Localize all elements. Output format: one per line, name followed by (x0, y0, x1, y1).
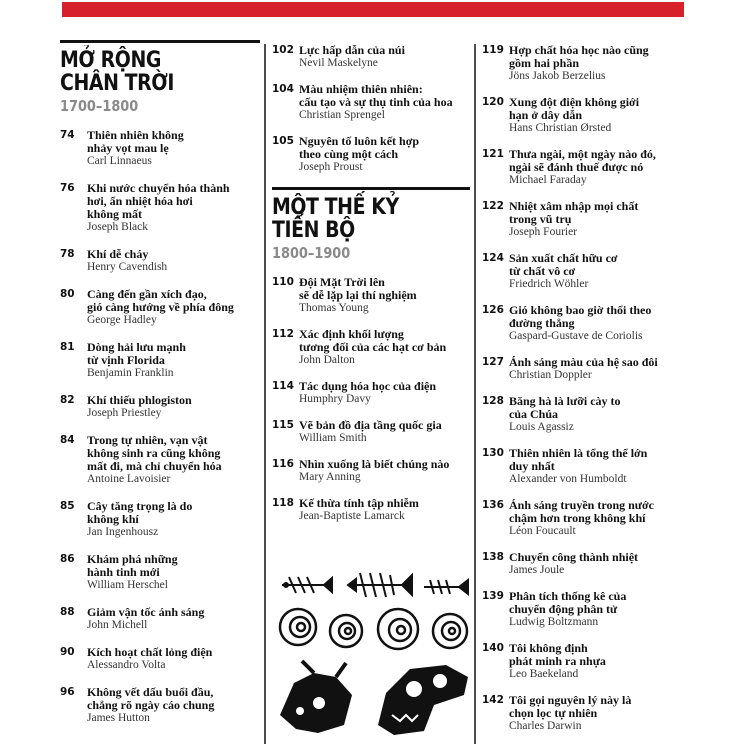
entry-title: Không vết dấu buổi đầu, chẳng rõ ngày cáo chung (87, 685, 215, 712)
entry-title: Sản xuất chất hữu cơ từ chất vô cơ (509, 251, 618, 278)
toc-entry[interactable] (482, 44, 692, 83)
toc-column-3 (482, 44, 692, 746)
entry-title: Ánh sáng truyền trong nước chậm hơn trong không khí (509, 498, 654, 525)
page-number: 124 (482, 252, 504, 264)
toc-entry[interactable] (482, 96, 692, 135)
fish-skeleton-icon (282, 577, 332, 593)
entry-title: Thiên nhiên không nhảy vọt mau lẹ (87, 128, 184, 155)
entry-author: Thomas Young (299, 302, 369, 314)
entry-author: Christian Sprengel (299, 109, 385, 121)
page-number: 140 (482, 642, 504, 654)
page-number: 104 (272, 83, 294, 95)
entry-author: Friedrich Wöhler (509, 278, 589, 290)
page-number: 122 (482, 200, 504, 212)
entry-title: Khám phá những hành tinh mới (87, 552, 178, 579)
toc-entry[interactable] (60, 606, 260, 632)
column-divider (474, 44, 476, 744)
entry-author: James Joule (509, 564, 565, 576)
toc-entry[interactable] (482, 642, 692, 681)
entry-author: Charles Darwin (509, 720, 582, 732)
toc-entry[interactable] (60, 129, 260, 168)
fossil-illustration (274, 565, 472, 750)
section-years: 1800–1900 (272, 244, 351, 262)
page-number: 127 (482, 356, 504, 368)
page-number: 130 (482, 447, 504, 459)
entry-title: Màu nhiệm thiên nhiên: cấu tạo và sự thụ tinh của hoa (299, 82, 453, 109)
entry-author: Joseph Black (87, 221, 149, 233)
page-number: 78 (60, 248, 75, 260)
entry-list (272, 44, 470, 174)
toc-entry[interactable] (272, 328, 470, 367)
page-number: 118 (272, 497, 294, 509)
toc-entry[interactable] (272, 276, 470, 315)
page-number: 139 (482, 590, 504, 602)
entry-title: Tác dụng hóa học của điện (299, 379, 437, 393)
page-number: 120 (482, 96, 504, 108)
ammonite-fossil-icon (378, 609, 418, 649)
entry-author: Léon Foucault (509, 525, 576, 537)
entry-author: Christian Doppler (509, 369, 592, 381)
entry-author: John Michell (87, 619, 148, 631)
toc-column-2 (272, 44, 470, 536)
page-number: 74 (60, 129, 75, 141)
entry-title: Xác định khối lượng tương đối của các hạt cơ bản (299, 327, 447, 354)
page-number: 80 (60, 288, 75, 300)
entry-title: Lực hấp dẫn của núi (299, 43, 405, 57)
section-title: MỘT THẾ KỶ TIẾN BỘ (272, 195, 399, 243)
toc-entry[interactable] (482, 148, 692, 187)
page-number: 76 (60, 182, 75, 194)
entry-author: Louis Agassiz (509, 421, 574, 433)
page-number: 115 (272, 419, 294, 431)
entry-author: Jöns Jakob Berzelius (509, 70, 606, 82)
page-number: 81 (60, 341, 75, 353)
entry-author: William Herschel (87, 579, 168, 591)
entry-list (482, 44, 692, 733)
entry-title: Nhìn xuống là biết chúng nào (299, 457, 450, 471)
toc-entry[interactable] (272, 497, 470, 523)
entry-author: Benjamin Franklin (87, 367, 174, 379)
toc-entry[interactable] (482, 252, 692, 291)
toc-entry[interactable] (482, 551, 692, 577)
entry-title: Giảm vận tốc ánh sáng (87, 605, 205, 619)
page-number: 105 (272, 135, 294, 147)
entry-author: Mary Anning (299, 471, 361, 483)
entry-list (60, 129, 260, 725)
page-number: 112 (272, 328, 294, 340)
entry-title: Xung đột điện không giới hạn ở dây dẫn (509, 95, 640, 122)
section-years: 1700–1800 (60, 97, 139, 115)
toc-entry[interactable] (482, 395, 692, 434)
ammonite-fossil-icon (330, 615, 362, 647)
entry-author: Alessandro Volta (87, 659, 166, 671)
entry-author: George Hadley (87, 314, 157, 326)
entry-title: Càng đến gần xích đạo, gió càng hướng về phía đông (87, 287, 234, 314)
page-number: 128 (482, 395, 504, 407)
page-number: 96 (60, 686, 75, 698)
entry-author: Humphry Davy (299, 393, 371, 405)
entry-title: Vẽ bản đồ địa tầng quốc gia (299, 418, 442, 432)
page-number: 142 (482, 694, 504, 706)
trex-skull-icon (378, 665, 468, 735)
entry-title: Nhiệt xâm nhập mọi chất trong vũ trụ (509, 199, 639, 226)
ammonite-fossil-icon (433, 614, 467, 648)
entry-author: Michael Faraday (509, 174, 587, 186)
entry-author: Gaspard-Gustave de Coriolis (509, 330, 643, 342)
entry-title: Hợp chất hóa học nào cũng gồm hai phần (509, 43, 649, 70)
entry-author: Alexander von Humboldt (509, 473, 627, 485)
entry-author: Carl Linnaeus (87, 155, 152, 167)
page-number: 102 (272, 44, 294, 56)
entry-title: Nguyên tố luôn kết hợp theo cùng một cách (299, 134, 420, 161)
entry-author: William Smith (299, 432, 367, 444)
entry-title: Dòng hải lưu mạnh từ vịnh Florida (87, 340, 186, 367)
entry-author: Ludwig Boltzmann (509, 616, 599, 628)
entry-title: Trong tự nhiên, vạn vật không sinh ra cũng không mất đi, mà chỉ chuyển hóa (87, 433, 222, 473)
entry-title: Đội Mặt Trời lên sẽ dễ lặp lại thí nghiệm (299, 275, 417, 302)
toc-entry[interactable] (60, 394, 260, 420)
page-number: 90 (60, 646, 75, 658)
entry-title: Cây tăng trọng là do không khí (87, 499, 193, 526)
entry-title: Khi nước chuyển hóa thành hơi, ẩn nhiệt hóa hơi không mất (87, 181, 230, 221)
ammonite-fossil-icon (280, 609, 316, 645)
toc-entry[interactable] (60, 182, 260, 234)
entry-author: Nevil Maskelyne (299, 57, 378, 69)
page-number: 136 (482, 499, 504, 511)
entry-author: Leo Baekeland (509, 668, 579, 680)
entry-title: Ánh sáng màu của hệ sao đôi (509, 355, 658, 369)
page-number: 116 (272, 458, 294, 470)
page-number: 126 (482, 304, 504, 316)
entry-title: Tôi gọi nguyên lý này là chọn lọc tự nhiên (509, 693, 632, 720)
page-number: 82 (60, 394, 75, 406)
toc-entry[interactable] (272, 419, 470, 445)
entry-title: Thưa ngài, một ngày nào đó, ngài sẽ đánh thuế được nó (509, 147, 656, 174)
toc-entry[interactable] (482, 590, 692, 629)
page-number: 114 (272, 380, 294, 392)
page-number: 110 (272, 276, 294, 288)
entry-author: Antoine Lavoisier (87, 473, 171, 485)
entry-title: Kích hoạt chất lỏng điện (87, 645, 213, 659)
section-header (272, 187, 470, 262)
fish-skeleton-icon (348, 573, 412, 597)
page-number: 88 (60, 606, 75, 618)
toc-entry[interactable] (272, 44, 470, 70)
page-number: 119 (482, 44, 504, 56)
entry-author: Jean-Baptiste Lamarck (299, 510, 405, 522)
entry-author: Joseph Proust (299, 161, 363, 173)
section-title: MỞ RỘNG CHÂN TRỜI (60, 48, 174, 96)
entry-author: Hans Christian Ørsted (509, 122, 612, 134)
entry-title: Kế thừa tính tập nhiễm (299, 496, 419, 510)
triceratops-skull-icon (280, 661, 352, 733)
toc-entry[interactable] (482, 447, 692, 486)
page-number: 85 (60, 500, 75, 512)
entry-title: Thiên nhiên là tổng thể lớn duy nhất (509, 446, 648, 473)
toc-entry[interactable] (482, 304, 692, 343)
entry-list (272, 276, 470, 523)
entry-title: Gió không bao giờ thổi theo đường thẳng (509, 303, 652, 330)
toc-entry[interactable] (60, 434, 260, 486)
section-header (60, 40, 260, 115)
fish-skeleton-icon (424, 580, 468, 594)
entry-title: Băng hà là lưỡi cày to của Chúa (509, 394, 621, 421)
entry-title: Phân tích thống kê của chuyển động phân tử (509, 589, 627, 616)
toc-entry[interactable] (482, 356, 692, 382)
page-number: 86 (60, 553, 75, 565)
page-number: 84 (60, 434, 75, 446)
toc-entry[interactable] (482, 499, 692, 538)
page-number: 121 (482, 148, 504, 160)
toc-column-1 (60, 40, 260, 739)
entry-author: Henry Cavendish (87, 261, 168, 273)
entry-title: Khí thiếu phlogiston (87, 393, 192, 407)
toc-entry[interactable] (60, 646, 260, 672)
column-divider (264, 44, 266, 744)
top-accent-bar (62, 2, 684, 17)
toc-entry[interactable] (482, 694, 692, 733)
entry-title: Khí dễ cháy (87, 247, 149, 261)
toc-entry[interactable] (60, 341, 260, 380)
toc-entry[interactable] (272, 83, 470, 122)
entry-author: Joseph Priestley (87, 407, 162, 419)
toc-entry[interactable] (60, 500, 260, 539)
entry-author: John Dalton (299, 354, 355, 366)
toc-entry[interactable] (60, 686, 260, 725)
toc-entry[interactable] (272, 380, 470, 406)
toc-entry[interactable] (482, 200, 692, 239)
toc-entry[interactable] (272, 458, 470, 484)
toc-entry[interactable] (60, 248, 260, 274)
entry-title: Chuyển công thành nhiệt (509, 550, 639, 564)
page-number: 138 (482, 551, 504, 563)
toc-entry[interactable] (60, 288, 260, 327)
toc-entry[interactable] (272, 135, 470, 174)
toc-entry[interactable] (60, 553, 260, 592)
entry-title: Tôi không định phát minh ra nhựa (509, 641, 606, 668)
entry-author: Joseph Fourier (509, 226, 578, 238)
entry-author: Jan Ingenhousz (87, 526, 159, 538)
entry-author: James Hutton (87, 712, 150, 724)
